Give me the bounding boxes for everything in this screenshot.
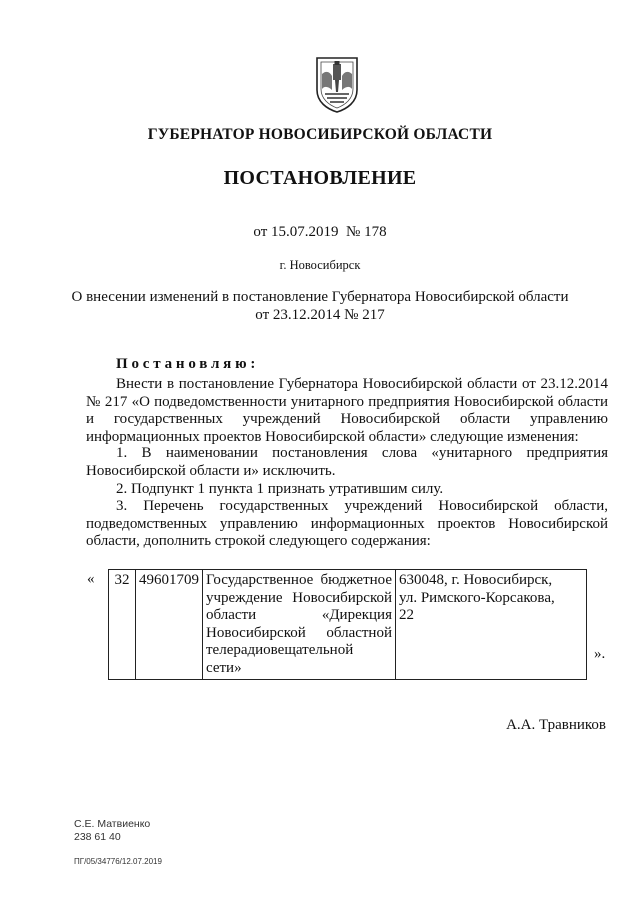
document-number: 178 [364,224,387,240]
paragraph-line: области, дополнить строкой следующего содержания: [86,533,431,549]
address-line: 630048, г. Новосибирск, [399,572,553,588]
signatory-name: А.А. Травников [506,717,606,733]
item-3-paragraph [86,498,608,551]
code-cell: 49601709 [136,570,203,680]
name-line: Новосибирской областной [206,624,392,641]
address-line: ул. Римского-Корсакова, [399,589,555,606]
document-date: 15.07.2019 [271,224,339,240]
institution-table [108,569,587,680]
paragraph-line: подведомственных управлению информационных проектов Новосибирской [86,515,608,532]
subject-line: О внесении изменений в постановление Губернатора Новосибирской области [71,289,569,305]
paragraph-line: и государственных учреждений Новосибирской области управлению [86,411,608,427]
document-type-heading: ПОСТАНОВЛЕНИЕ [223,167,417,189]
name-line: области «Дирекция [206,607,392,623]
name-line: учреждение Новосибирской [206,589,392,606]
name-line: телерадиовещательной сети» [206,642,354,676]
paragraph-line: Новосибирской области и» исключить. [86,462,336,479]
name-line: Государственное бюджетное [206,572,392,588]
city-line: г. Новосибирск [279,258,361,272]
address-line: 22 [399,607,414,623]
paragraph-line: 3. Перечень государственных учреждений Новосибирской области, [116,498,608,514]
table-row [109,570,587,680]
item-2-paragraph [86,481,608,499]
subject-line: от 23.12.2014 № 217 [255,307,385,323]
institution-name-cell [203,570,396,680]
item-1-paragraph [86,445,608,480]
coat-of-arms-emblem [313,56,361,114]
document-subject [0,288,640,324]
paragraph-line: № 217 «О подведомственности унитарного предприятия Новосибирской области [86,393,608,410]
executor-name: С.Е. Матвиенко [74,818,151,830]
paragraph-line: 1. В наименовании постановления слова «унитарного предприятия [116,445,608,461]
paragraph-line: 2. Подпункт 1 пункта 1 признать утратившим силу. [116,481,444,497]
number-label: № [346,224,361,240]
opening-quote: « [87,571,95,587]
date-number-line [0,224,640,241]
decree-word: Постановляю: [116,356,260,372]
date-prefix: от [253,224,268,240]
paragraph-line: информационных проектов Новосибирской области» следующие изменения: [86,428,579,445]
address-cell [396,570,587,680]
main-paragraph [86,376,608,446]
registration-stamp: ПГ/05/34776/12.07.2019 [74,857,162,866]
closing-quote: ». [594,646,606,662]
executor-phone: 238 61 40 [74,831,121,843]
issuer-title: ГУБЕРНАТОР НОВОСИБИРСКОЙ ОБЛАСТИ [147,126,493,143]
row-number-cell: 32 [109,570,136,680]
paragraph-line: Внести в постановление Губернатора Новосибирской области от 23.12.2014 [116,376,608,392]
